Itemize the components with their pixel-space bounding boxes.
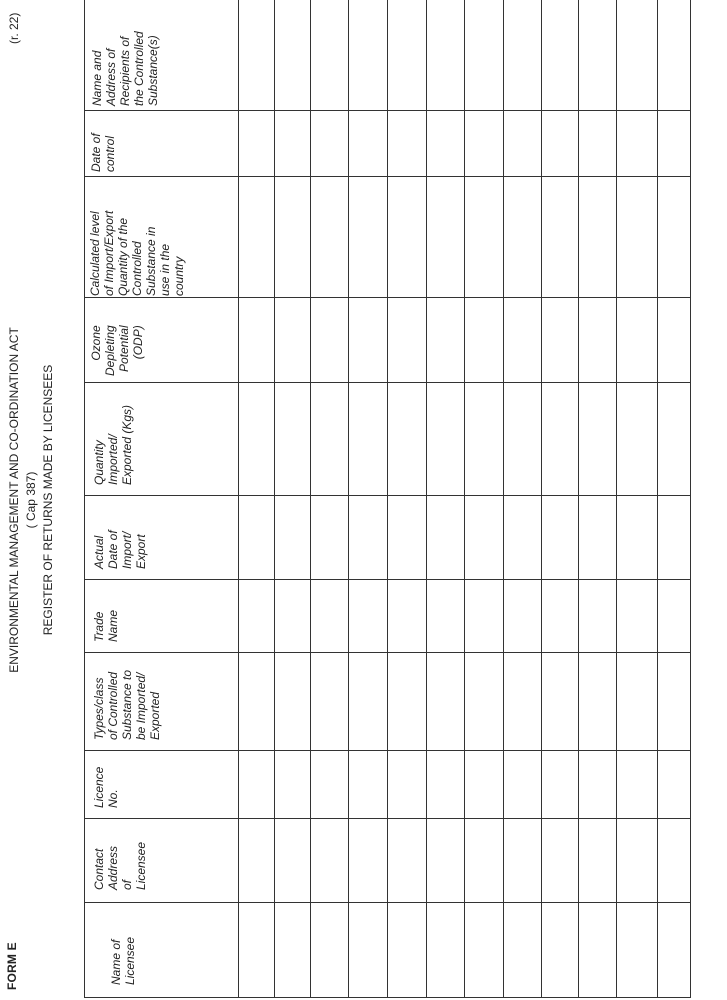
row-divider	[657, 0, 658, 997]
column-divider	[85, 495, 691, 496]
column-divider	[85, 902, 691, 903]
row-divider	[387, 0, 388, 997]
col-header-calculated-level: Calculated level of Import/Export Quantity of the Controlled Substance in use in the country	[88, 210, 186, 296]
row-divider	[464, 0, 465, 997]
column-divider	[85, 579, 691, 580]
column-divider	[85, 818, 691, 819]
column-divider	[85, 297, 691, 298]
row-divider	[274, 0, 275, 997]
row-divider	[578, 0, 579, 997]
row-divider	[238, 0, 239, 997]
cap-number: ( Cap 387)	[24, 471, 38, 529]
col-header-types-class: Types/class of Controlled Substance to be Imported/ Exported	[92, 669, 162, 740]
row-divider	[541, 0, 542, 997]
col-header-contact-address: Contact Address of Licensee	[92, 841, 148, 890]
column-divider	[85, 110, 691, 111]
col-header-name-of-licensee: Name of Licensee	[109, 936, 137, 985]
rule-reference: (r. 22)	[7, 12, 21, 44]
row-divider	[310, 0, 311, 997]
row-divider	[503, 0, 504, 997]
col-header-actual-date: Actual Date of Import/ Export	[92, 530, 148, 569]
col-header-trade-name: Trade Name	[92, 609, 120, 642]
row-divider	[426, 0, 427, 997]
col-header-licence-no: Licence No.	[92, 766, 120, 808]
col-header-quantity: Quantity Imported/ Exported (Kgs)	[92, 404, 134, 485]
column-divider	[85, 750, 691, 751]
row-divider	[616, 0, 617, 997]
column-divider	[85, 176, 691, 177]
register-title: REGISTER OF RETURNS MADE BY LICENSEES	[41, 364, 55, 636]
column-divider	[85, 382, 691, 383]
col-header-odp: Ozone Depleting Potential (ODP)	[89, 325, 145, 376]
returns-register-table	[84, 0, 691, 998]
col-header-date-of-control: Date of control	[89, 133, 117, 172]
column-divider	[85, 652, 691, 653]
act-title: ENVIRONMENTAL MANAGEMENT AND CO-ORDINATION ACT	[7, 327, 21, 673]
row-divider	[348, 0, 349, 997]
col-header-recipients: Name and Address of Recipients of the Controlled Substance(s)	[90, 31, 160, 106]
form-title-block	[6, 250, 62, 750]
row-divider	[690, 0, 691, 997]
form-label: FORM E	[5, 942, 19, 990]
